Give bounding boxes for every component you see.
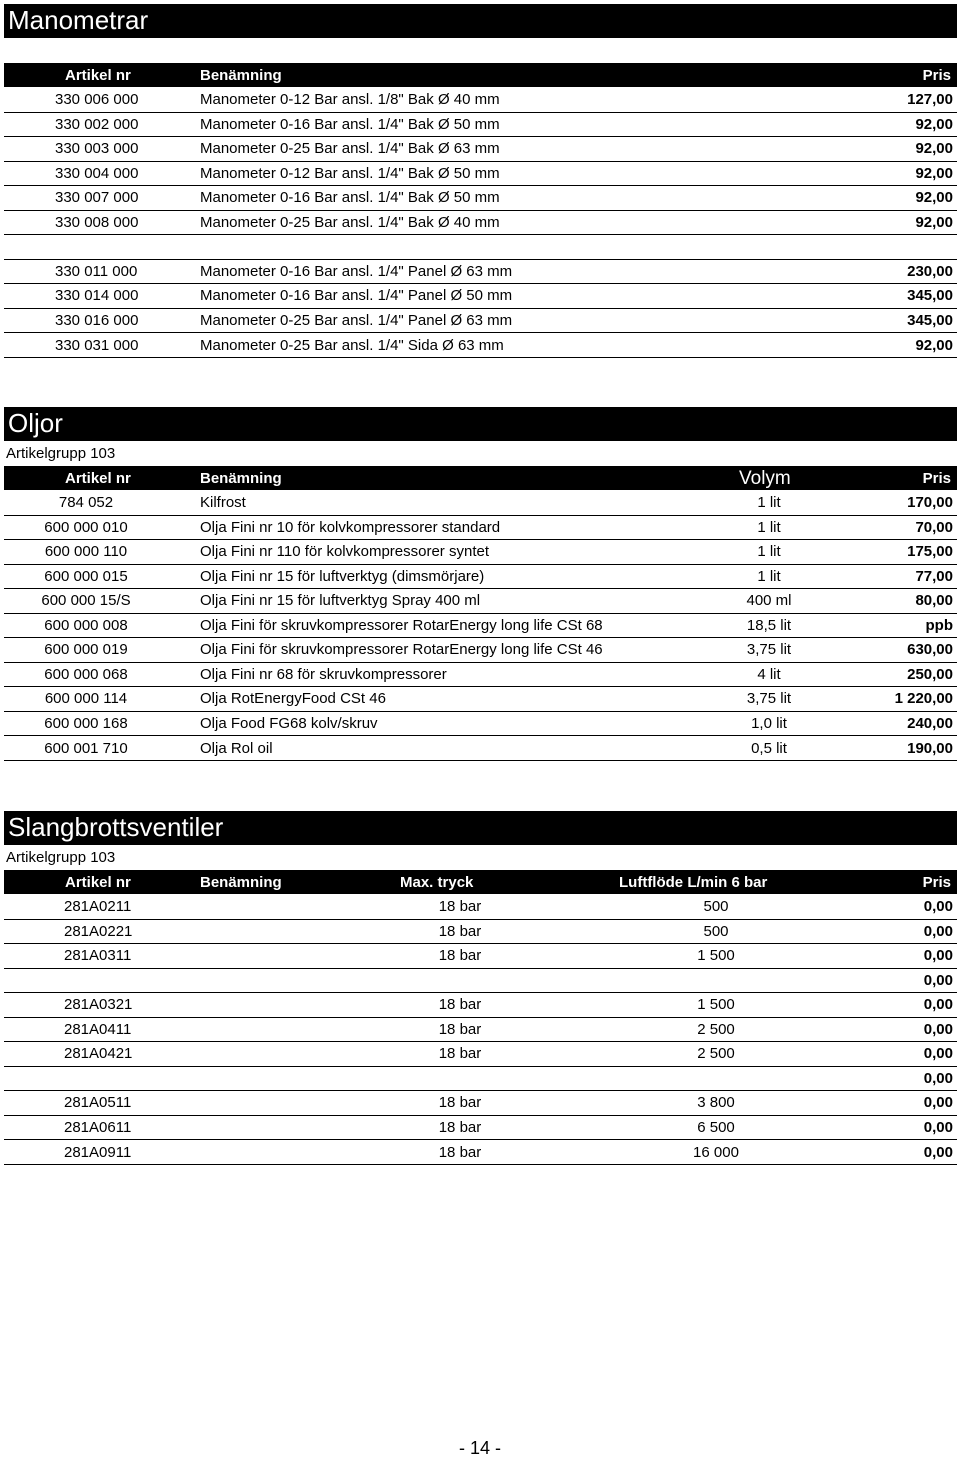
table-row: [4, 211, 957, 236]
cell-pris: 0,00: [923, 1069, 953, 1087]
cell-pris: 1 220,00: [894, 690, 953, 708]
cell-artikel: 330 007 000: [55, 189, 139, 207]
table-row: [4, 1042, 957, 1067]
table-row: [4, 993, 957, 1018]
header-volym: Volym: [739, 468, 791, 489]
cell-pris: 0,00: [923, 971, 953, 989]
page-number: - 14 -: [458, 1438, 501, 1458]
cell-artikel: 330 031 000: [55, 336, 139, 354]
cell-pris: 230,00: [907, 262, 953, 280]
cell-artikel: 281A0511: [64, 1094, 132, 1112]
cell-pris: 0,00: [923, 1094, 953, 1112]
table-row: [4, 113, 957, 138]
cell-benamning: Olja Fini nr 15 för luftverktyg Spray 400 ml: [200, 592, 481, 610]
cell-tryck: 18 bar: [438, 1020, 482, 1038]
cell-volym: 18,5 lit: [746, 616, 792, 634]
table-row: [4, 284, 957, 309]
section-subtitle-slang: Artikelgrupp 103: [6, 849, 116, 866]
cell-volym: 1 lit: [757, 518, 781, 536]
cell-pris: 0,00: [923, 898, 953, 915]
cell-artikel: 281A0411: [64, 1020, 132, 1038]
cell-pris: 92,00: [915, 140, 953, 158]
cell-pris: 175,00: [907, 543, 953, 561]
cell-tryck: 18 bar: [438, 1118, 482, 1136]
table-row: [4, 1091, 957, 1116]
cell-pris: 92,00: [915, 189, 953, 207]
cell-tryck: 18 bar: [438, 947, 482, 965]
cell-artikel: 281A0611: [64, 1118, 132, 1136]
cell-pris: 80,00: [915, 592, 953, 610]
cell-flode: 1 500: [697, 996, 735, 1014]
cell-pris: 77,00: [915, 567, 953, 585]
cell-pris: 0,00: [923, 1045, 953, 1063]
cell-artikel: 600 000 019: [44, 641, 128, 659]
table-row: [4, 137, 957, 162]
cell-volym: 1,0 lit: [751, 714, 787, 732]
cell-pris: 92,00: [915, 336, 953, 354]
cell-tryck: 18 bar: [438, 898, 482, 915]
cell-artikel: 330 008 000: [55, 213, 139, 231]
table-row: [4, 235, 957, 260]
cell-artikel: 281A0221: [64, 922, 133, 940]
cell-tryck: 18 bar: [438, 1143, 482, 1161]
cell-volym: 1 lit: [757, 494, 781, 511]
cell-volym: 3,75 lit: [746, 641, 792, 659]
table-row: [4, 309, 957, 334]
cell-tryck: 18 bar: [438, 922, 482, 940]
header-benamning: Benämning: [200, 67, 282, 84]
section-subtitle-oljor: Artikelgrupp 103: [6, 445, 116, 462]
cell-artikel: 281A0211: [64, 898, 132, 915]
table-row: [4, 920, 957, 945]
cell-pris: ppb: [925, 616, 953, 634]
cell-artikel: 330 016 000: [55, 311, 139, 329]
cell-pris: 0,00: [923, 1118, 953, 1136]
table-row: [4, 1116, 957, 1141]
cell-pris: 0,00: [923, 947, 953, 965]
cell-benamning: Olja Fini nr 10 för kolvkompressorer standard: [200, 518, 501, 536]
cell-flode: 1 500: [697, 947, 735, 965]
cell-artikel: 330 002 000: [55, 115, 139, 133]
table-row: [4, 638, 957, 663]
cell-flode: 3 800: [697, 1094, 735, 1112]
header-benamning: Benämning: [200, 874, 282, 891]
cell-benamning: Kilfrost: [200, 494, 246, 511]
table-row: [4, 1067, 957, 1092]
cell-volym: 1 lit: [757, 543, 781, 561]
cell-flode: 500: [703, 898, 729, 915]
table-row: [4, 1141, 957, 1166]
cell-benamning: Olja Food FG68 kolv/skruv: [200, 714, 378, 732]
table-row: [4, 565, 957, 590]
cell-artikel: 600 000 168: [44, 714, 128, 732]
cell-artikel: 600 000 015: [44, 567, 128, 585]
header-pris: Pris: [922, 67, 951, 84]
table-row: [4, 540, 957, 565]
header-pris: Pris: [922, 874, 951, 891]
table-header-manometrar: [4, 63, 957, 87]
table-row: [4, 969, 957, 994]
cell-artikel: 281A0911: [64, 1143, 132, 1161]
cell-pris: 92,00: [915, 115, 953, 133]
cell-artikel: 784 052: [58, 494, 114, 511]
cell-benamning: Olja Fini nr 68 för skruvkompressorer: [200, 665, 447, 683]
cell-artikel: 281A0421: [64, 1045, 133, 1063]
table-row: [4, 663, 957, 688]
cell-artikel: 281A0321: [64, 996, 133, 1014]
table-row: [4, 334, 957, 359]
cell-volym: 4 lit: [757, 665, 781, 683]
cell-tryck: 18 bar: [438, 996, 482, 1014]
cell-artikel: 330 014 000: [55, 287, 139, 305]
cell-flode: 500: [703, 922, 729, 940]
cell-benamning: Manometer 0-16 Bar ansl. 1/4" Panel Ø 63 mm: [200, 262, 513, 280]
cell-benamning: Manometer 0-25 Bar ansl. 1/4" Panel Ø 63 mm: [200, 311, 513, 329]
cell-flode: 2 500: [697, 1020, 735, 1038]
cell-pris: 345,00: [907, 287, 953, 305]
header-artikel: Artikel nr: [65, 470, 131, 487]
header-benamning: Benämning: [200, 470, 282, 487]
cell-artikel: 600 000 068: [44, 665, 128, 683]
table-row: [4, 895, 957, 920]
cell-benamning: Olja RotEnergyFood CSt 46: [200, 690, 386, 708]
cell-flode: 2 500: [697, 1045, 735, 1063]
cell-pris: 240,00: [907, 714, 953, 732]
cell-pris: 630,00: [907, 641, 953, 659]
cell-benamning: Olja Fini för skruvkompressorer RotarEnergy long life CSt 68: [200, 616, 603, 634]
header-artikel: Artikel nr: [65, 67, 131, 84]
cell-pris: 92,00: [915, 164, 953, 182]
table-row: [4, 491, 957, 516]
table-row: [4, 614, 957, 639]
cell-volym: 3,75 lit: [746, 690, 792, 708]
cell-pris: 0,00: [923, 1143, 953, 1161]
cell-benamning: Manometer 0-16 Bar ansl. 1/4" Bak Ø 50 mm: [200, 115, 500, 133]
table-row: [4, 589, 957, 614]
cell-tryck: 18 bar: [438, 1045, 482, 1063]
cell-artikel: 330 006 000: [55, 91, 139, 108]
header-pris: Pris: [922, 470, 951, 487]
cell-artikel: 330 004 000: [55, 164, 139, 182]
cell-benamning: Manometer 0-25 Bar ansl. 1/4" Sida Ø 63 mm: [200, 336, 504, 354]
cell-benamning: Olja Fini nr 110 för kolvkompressorer syntet: [200, 543, 489, 561]
table-row: [4, 687, 957, 712]
header-artikel: Artikel nr: [65, 874, 131, 891]
cell-flode: 6 500: [697, 1118, 735, 1136]
cell-pris: 0,00: [923, 1020, 953, 1038]
cell-pris: 0,00: [923, 922, 953, 940]
cell-flode: 16 000: [693, 1143, 739, 1161]
cell-artikel: 281A0311: [64, 947, 132, 965]
cell-benamning: Manometer 0-25 Bar ansl. 1/4" Bak Ø 63 mm: [200, 140, 500, 158]
cell-pris: 250,00: [907, 665, 953, 683]
cell-artikel: 600 000 114: [44, 690, 128, 708]
cell-benamning: Manometer 0-16 Bar ansl. 1/4" Bak Ø 50 mm: [200, 189, 500, 207]
cell-artikel: 330 011 000: [55, 262, 138, 280]
cell-pris: 345,00: [907, 311, 953, 329]
cell-artikel: 600 000 110: [44, 543, 128, 561]
table-header-oljor: [4, 466, 957, 490]
cell-benamning: Olja Fini nr 15 för luftverktyg (dimsmörjare): [200, 567, 485, 585]
cell-benamning: Olja Fini för skruvkompressorer RotarEnergy long life CSt 46: [200, 641, 603, 659]
cell-benamning: Manometer 0-16 Bar ansl. 1/4" Panel Ø 50 mm: [200, 287, 513, 305]
cell-benamning: Manometer 0-25 Bar ansl. 1/4" Bak Ø 40 mm: [200, 213, 500, 231]
cell-artikel: 600 001 710: [44, 739, 128, 757]
section-title-slang: Slangbrottsventiler: [4, 811, 957, 845]
table-row: [4, 260, 957, 285]
cell-pris: 127,00: [907, 91, 953, 108]
cell-pris: 170,00: [907, 494, 953, 511]
cell-tryck: 18 bar: [438, 1094, 482, 1112]
table-row: [4, 88, 957, 113]
cell-volym: 1 lit: [757, 567, 781, 585]
cell-artikel: 600 000 008: [44, 616, 128, 634]
cell-artikel: 600 000 010: [44, 518, 128, 536]
cell-artikel: 600 000 15/S: [41, 592, 131, 610]
section-title-oljor: Oljor: [4, 407, 957, 441]
table-row: [4, 737, 957, 762]
cell-pris: 92,00: [915, 213, 953, 231]
section-title-manometrar: Manometrar: [4, 4, 957, 38]
cell-pris: 70,00: [915, 518, 953, 536]
header-flode: Luftflöde L/min 6 bar: [619, 874, 768, 891]
cell-benamning: Manometer 0-12 Bar ansl. 1/8" Bak Ø 40 mm: [200, 91, 500, 108]
cell-benamning: Olja Rol oil: [200, 739, 273, 757]
table-row: [4, 516, 957, 541]
cell-pris: 0,00: [923, 996, 953, 1014]
cell-artikel: 330 003 000: [55, 140, 139, 158]
cell-pris: 190,00: [907, 739, 953, 757]
cell-volym: 400 ml: [746, 592, 792, 610]
table-row: [4, 944, 957, 969]
table-header-slang: [4, 870, 957, 894]
table-row: [4, 186, 957, 211]
table-row: [4, 1018, 957, 1043]
cell-volym: 0,5 lit: [751, 739, 787, 757]
table-row: [4, 162, 957, 187]
table-row: [4, 712, 957, 737]
cell-benamning: Manometer 0-12 Bar ansl. 1/4" Bak Ø 50 mm: [200, 164, 500, 182]
header-tryck: Max. tryck: [400, 874, 474, 891]
